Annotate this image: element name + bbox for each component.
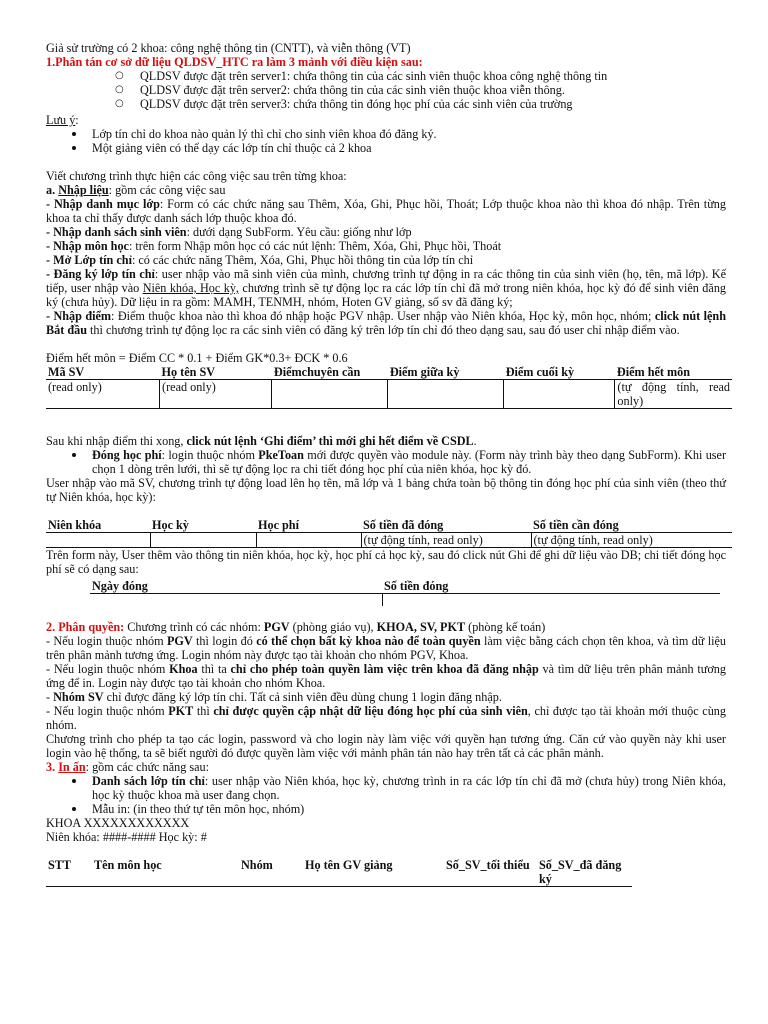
bullet-icon [72, 807, 76, 811]
grade-formula: Điểm hết môn = Điểm CC * 0.1 + Điểm GK*0.3+ ĐCK * 0.6 [46, 351, 348, 365]
tuition-table [46, 518, 732, 548]
intro-line: Giả sử trường có 2 khoa: công nghệ thông tin (CNTT), và viễn thông (VT) [46, 41, 411, 55]
note-item-2: Một giảng viên có thể dạy các lớp tín chỉ thuộc cả 2 khoa [46, 141, 726, 155]
col-header: STT [46, 858, 92, 887]
col-header: Điểm giữa kỳ [388, 365, 504, 380]
col-header: Học kỳ [150, 518, 256, 533]
circle-bullet-icon: ○ [115, 84, 124, 95]
tuition-form-desc: Trên form này, User thêm vào thông tin niên khóa, học kỳ, học phí cả học kỳ, sau đó click nút Ghi để ghi dữ liệu vào DB; chi tiết đóng học phí sẽ có dạng sau: [46, 548, 726, 576]
tuition-table-row [46, 533, 732, 548]
print-class-list-item: Danh sách lớp tín chỉ: user nhập vào Niên khóa, học kỳ, chương trình in ra các lớp tín chỉ đã mở (chưa hủy) trong Niên khóa, học kỳ thuộc khoa mà user đang chọn. [46, 774, 726, 802]
note-heading: Lưu ý: [46, 113, 79, 127]
user-enter-student-id: User nhập vào mã SV, chương trình tự động load lên họ tên, mã lớp và 1 bảng chứa toàn bộ thông tin đóng học phí của sinh viên (theo thứ tự Niên khóa, học kỳ): [46, 476, 726, 504]
task-class-input: - Nhập danh mục lớp: Form có các chức năng sau Thêm, Xóa, Ghi, Phục hồi, Thoát; Lớp thuộc khoa nào thì khoa đó nhập. Trên từng khoa ta chỉ thấy được danh sách lớp thuộc khoa đó. [46, 197, 726, 225]
write-program-line: Viết chương trình thực hiện các công việc sau trên từng khoa: [46, 169, 347, 183]
table-cell [388, 380, 504, 409]
table-cell [504, 380, 615, 409]
bullet-icon [72, 453, 76, 457]
task-subject-input: - Nhập môn học: trên form Nhập môn học có các nút lệnh: Thêm, Xóa, Ghi, Phục hồi, Thoát [46, 239, 502, 253]
table-cell: (read only) [46, 380, 160, 409]
table-cell [382, 594, 720, 607]
tuition-payment-item: Đóng học phí: login thuộc nhóm PkeToan mới được quyền vào module này. (Form này trình bày theo dạng SubForm). Khi user chọn 1 dòng trên lưới, thì sẽ tự động lọc ra chi tiết đóng học phí của niên khóa, học kỳ đó. [46, 448, 726, 476]
table-cell: (read only) [160, 380, 272, 409]
payment-detail-header [90, 576, 720, 594]
khoa-line: KHOA XXXXXXXXXXXX [46, 816, 190, 830]
section1-item-3: ○ QLDSV được đặt trên server3: chứa thông tin đóng học phí của các sinh viên của trường [115, 97, 573, 111]
table-cell [150, 533, 256, 548]
col-header: Số_SV_tối thiểu [444, 858, 537, 887]
circle-bullet-icon: ○ [115, 98, 124, 109]
perm-sv: - Nhóm SV chỉ được đăng ký lớp tín chỉ. Tất cả sinh viên đều dùng chung 1 login đăng nhập. [46, 690, 502, 704]
section-a-heading: a. Nhập liệu: gồm các công việc sau [46, 183, 226, 197]
print-template-item: Mẫu in: (in theo thứ tự tên môn học, nhóm) [46, 802, 726, 816]
payment-detail-table [90, 576, 720, 606]
table-cell: (tự động tính, read only) [361, 533, 531, 548]
col-header: Học phí [256, 518, 361, 533]
col-header: Mã SV [46, 365, 160, 380]
table-cell [256, 533, 361, 548]
table-cell [272, 380, 388, 409]
note-item-1: Lớp tín chỉ do khoa nào quản lý thì chỉ cho sinh viên khoa đó đăng ký. [46, 127, 726, 141]
col-header: Điểm cuối kỳ [504, 365, 615, 380]
task-student-input: - Nhập danh sách sinh viên: dưới dạng SubForm. Yêu cầu: giống như lớp [46, 225, 412, 239]
col-header: Số tiền đã đóng [361, 518, 531, 533]
col-header: Số tiền đóng [382, 576, 720, 594]
print-table [46, 858, 632, 887]
perm-pgv: - Nếu login thuộc nhóm PGV thì login đó có thể chọn bất kỳ khoa nào để toàn quyền làm việc bằng cách chọn tên khoa, và tìm dữ liệu trên phân mảnh tương ứng. Login nhóm này được tạo tài khoản cho nhóm PGV, Khoa. [46, 634, 727, 662]
task-enter-grades: - Nhập điểm: Điểm thuộc khoa nào thì khoa đó nhập hoặc PGV nhập. User nhập vào Niên khóa, Học kỳ, môn học, nhóm; click nút lệnh Bắt đầu thì chương trình tự động lọc ra các sinh viên có đăng ký trên lớp tín chỉ đó theo dạng sau, sau đó user chỉ nhập điểm vào. [46, 309, 726, 337]
col-header: Điểmchuyên cần [272, 365, 388, 380]
table-cell [46, 533, 150, 548]
col-header: Số tiền cần đóng [531, 518, 732, 533]
col-header: Họ tên SV [160, 365, 272, 380]
perm-summary: Chương trình cho phép ta tạo các login, password và cho login này làm việc với quyền hạn tương ứng. Căn cứ vào quyền này khi user login vào hệ thống, ta sẽ biết người đó được quyền làm việc với mảnh phân tán nào hay trên tất cả các phân mảnh. [46, 732, 726, 760]
nien-khoa-line: Niên khóa: ####-#### Học kỳ: # [46, 830, 207, 844]
section2-title: 2. Phân quyền: Chương trình có các nhóm: PGV (phòng giáo vụ), KHOA, SV, PKT (phòng kế toán) [46, 620, 546, 634]
col-header: Điểm hết môn [615, 365, 732, 380]
grades-table [46, 365, 732, 409]
section1-title: 1.Phân tán cơ sở dữ liệu QLDSV_HTC ra làm 3 mảnh với điều kiện sau: [46, 55, 423, 69]
perm-khoa: - Nếu login thuộc nhóm Khoa thì ta chỉ cho phép toàn quyền làm việc trên khoa đã đăng nhập và tìm dữ liệu trên phân mảnh tương ứng để in. Login này được tạo tài khoản cho nhóm Khoa. [46, 662, 726, 690]
print-table-header [46, 858, 632, 887]
section1-item-2: ○ QLDSV được đặt trên server2: chứa thông tin của các sinh viên thuộc khoa viễn thông. [115, 83, 565, 97]
table-cell: (tự động tính, read only) [531, 533, 732, 548]
table-cell: (tự động tính, read only) [615, 380, 732, 409]
col-header: Tên môn học [92, 858, 239, 887]
grades-table-header [46, 365, 732, 380]
col-header: Số_SV_đã đăng ký [537, 858, 632, 887]
document-body [46, 41, 730, 887]
after-grades-line: Sau khi nhập điểm thi xong, click nút lệnh ‘Ghi điểm’ thì mới ghi hết điểm về CSDL. [46, 434, 477, 448]
section3-title: 3. In ấn: gồm các chức năng sau: [46, 760, 209, 774]
bullet-icon [72, 132, 76, 136]
bullet-icon [72, 779, 76, 783]
col-header: Ngày đóng [90, 576, 382, 594]
section1-item-1: ○ QLDSV được đặt trên server1: chứa thông tin của các sinh viên thuộc khoa công nghệ thông tin [115, 69, 608, 83]
col-header: Họ tên GV giảng [303, 858, 444, 887]
circle-bullet-icon: ○ [115, 70, 124, 81]
task-register-credit-class: - Đăng ký lớp tín chỉ: user nhập vào mã sinh viên của mình, chương trình tự động in ra các thông tin của sinh viên (họ, tên, mã lớp). Kế tiếp, user nhập vào Niên khóa, Học kỳ, chương trình sẽ tự động lọc ra các lớp tín chỉ đã mở trong niên khóa, học kỳ đó để sinh viên đăng ký (chưa hủy). Dữ liệu in ra gồm: MAMH, TENMH, nhóm, Hoten GV giảng, số sv đã đăng ký; [46, 267, 727, 309]
payment-detail-row [90, 594, 720, 607]
bullet-icon [72, 146, 76, 150]
col-header: Nhóm [239, 858, 303, 887]
perm-pkt: - Nếu login thuộc nhóm PKT thì chỉ được quyền cập nhật dữ liệu đóng học phí của sinh viên, chỉ được tạo tài khoản mới thuộc cùng nhóm. [46, 704, 726, 732]
col-header: Niên khóa [46, 518, 150, 533]
task-open-credit-class: - Mở Lớp tín chỉ: có các chức năng Thêm, Xóa, Ghi, Phục hồi thông tin của lớp tín chỉ [46, 253, 474, 267]
tuition-table-header [46, 518, 732, 533]
table-cell [90, 594, 382, 607]
grades-table-row [46, 380, 732, 409]
